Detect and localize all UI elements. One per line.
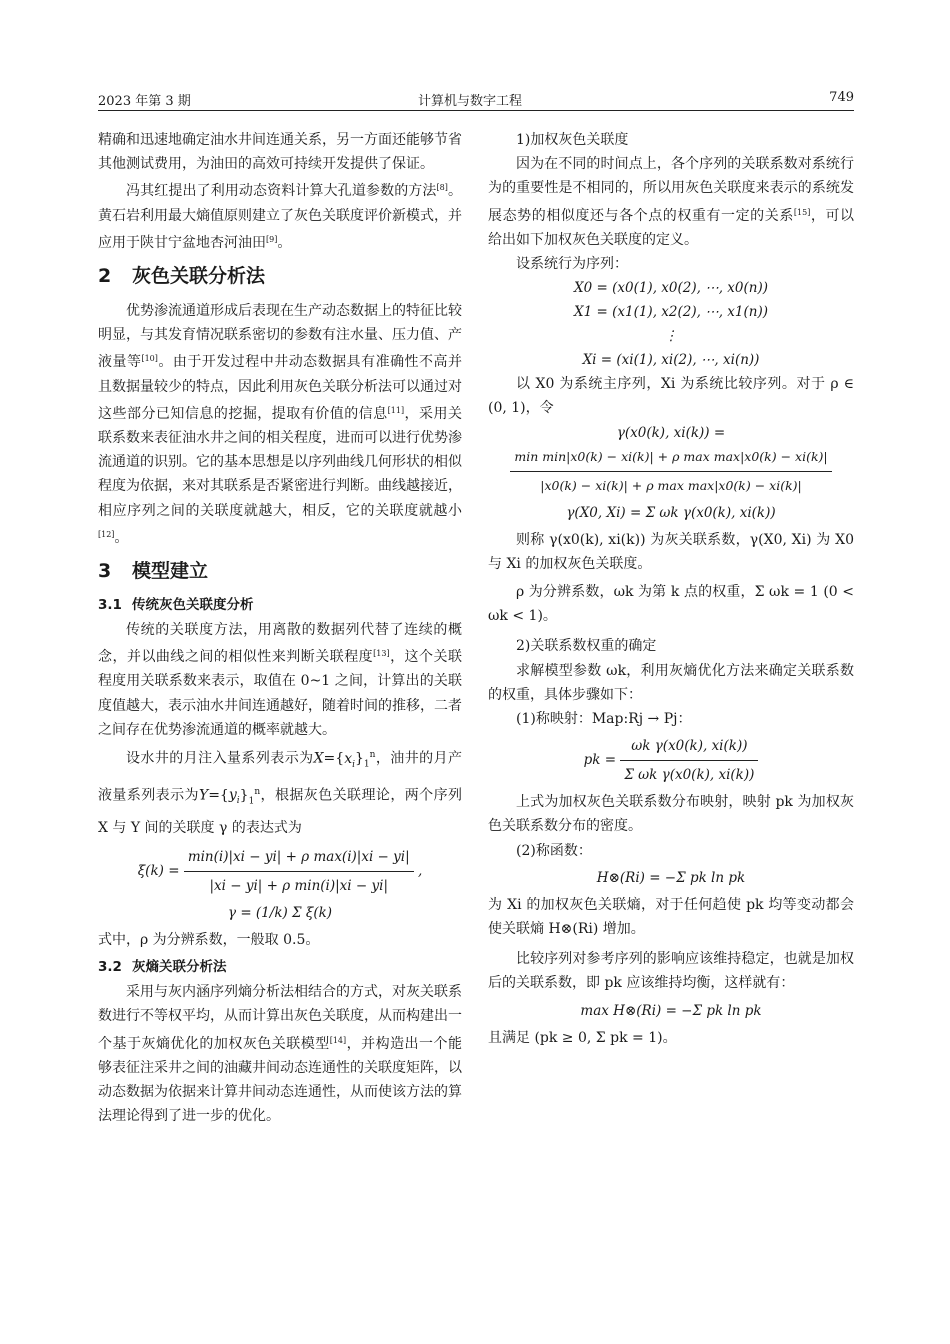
citation: [12] [98, 529, 115, 539]
paragraph: 且满足 (pk ≥ 0, Σ pk = 1)。 [488, 1029, 677, 1046]
left-column [98, 128, 462, 1128]
paragraph: ρ 为分辨系数，ωk 为第 k 点的权重，Σ ωk = 1 (0 < ωk < 1)。 [488, 584, 854, 625]
paragraph: 优势渗流通道形成后表现在生产动态数据上的特征比较明显，与其发育情况联系密切的参数有注水量、压力值、产液量等[10]。由于开发过程中井动态数据具有准确性不高并且数据量较少的特点，因此利用灰色关联分析法可以通过对这些部分已知信息的挖掘，提取有价值的信息[11]，采用关联系数来表征油水井之间的相关程度，进而可以进行优势渗流通道的识别。它的基本思想是以序列曲线几何形状的相似程度为依据，来对其联系是否紧密进行判断。曲线越接近，相应序列之间的关联度就越大，相反，它的关联度就越小[12]。 [98, 303, 463, 546]
sequence-x0: X0 = (x0(1), x0(2), ⋯, x0(n)) [574, 280, 768, 297]
sequence-xi: Xi = (xi(1), xi(2), ⋯, xi(n)) [582, 352, 760, 369]
journal-issue: 2023 年第 3 期 [98, 94, 191, 109]
citation: [9] [266, 234, 278, 244]
citation: [8] [436, 183, 448, 193]
citation: [10] [141, 354, 158, 364]
equation-xi: ξ(k) = $\frac{\text{min(i)|xi − yi| + ρ max(i)|xi − yi|}}{\text{|xi − yi| + ρ min(i)|xi − yi|}}$ , [98, 845, 462, 898]
citation: [14] [329, 1035, 347, 1045]
paragraph: (1)称映射：Map:Rj → Pj： [516, 711, 692, 728]
subsection-heading: 3.1 传统灰色关联度分析 [98, 597, 254, 614]
paragraph: (2)称函数： [516, 842, 592, 859]
journal-title: 计算机与数字工程 [418, 94, 523, 109]
paragraph: 传统的关联度方法，用离散的数据列代替了连续的概念，并以曲线之间的相似性来判断关联程度[13]，这个关联程度用关联系数来表示，取值在 0~1 之间，计算出的关联度值越大，表示油水井间连通越好，随着时间的推移，二者之间存在优势渗流通道的概率就越大。 [98, 622, 463, 738]
paragraph: 精确和迅速地确定油水井间连通关系，另一方面还能够节省其他测试费用，为油田的高效可持续开发提供了保证。 [98, 132, 462, 173]
section-heading: 2 灰色关联分析法 [98, 265, 266, 288]
equation-gamma: γ = (1/k) Σ ξ(k) [227, 904, 333, 921]
equation-pk: pk = $\frac{\text{ωk γ(x0(k), xi(k))}}{\text{Σ ωk γ(x0(k), xi(k))}}$ [488, 734, 854, 787]
paragraph: 为 Xi 的加权灰色关联熵，对于任何趋使 pk 均等变动都会使关联熵 H⊗(Ri) 增加。 [488, 896, 854, 938]
paragraph: 以 X0 为系统主序列，Xi 为系统比较序列。对于 ρ ∈ (0, 1)，令 [488, 376, 854, 417]
right-column [488, 128, 854, 1050]
paragraph: 则称 γ(x0(k), xi(k)) 为灰关联系数，γ(X0, Xi) 为 X0 与 Xi 的加权灰色关联度。 [488, 531, 854, 572]
sequence-x1: X1 = (x1(1), x2(2), ⋯, x1(n)) [574, 304, 768, 321]
equation-gamma-lhs: γ(x0(k), xi(k)) = [616, 424, 726, 441]
paragraph: 设水井的月注入量系列表示为$X=\{x_i\}_1^n$，油井的月产液量系列表示为$Y=\{y_i\}_1^n$，根据灰色关联理论，两个序列 X 与 Y 间的关联度 γ 的表达式为 [98, 750, 463, 836]
paragraph: 2)关联系数权重的确定 [516, 638, 657, 655]
equation-max-entropy: max H⊗(Ri) = −Σ pk ln pk [580, 1002, 762, 1019]
paragraph: 因为在不同的时间点上，各个序列的关联系数对系统行为的重要性是不相同的，所以用灰色关联度来表示的系统发展态势的相似度还与各个点的权重有一定的关系[15]，可以给出如下加权灰色关联度的定义。 [488, 156, 855, 248]
paragraph: 上式为加权灰色关联系数分布映射，映射 pk 为加权灰色关联系数分布的密度。 [488, 794, 854, 835]
citation: [13] [373, 649, 390, 659]
paragraph: 求解模型参数 ωk，利用灰熵优化方法来确定关联系数的权重，具体步骤如下： [488, 662, 854, 703]
paragraph: 比较序列对参考序列的影响应该维持稳定，也就是加权后的关联系数，即 pk 应该维持均衡，这样就有： [488, 951, 854, 992]
paragraph: 设系统行为序列： [516, 256, 628, 273]
sequence-dots: ⋮ [664, 328, 678, 345]
section-heading: 3 模型建立 [98, 560, 209, 583]
equation-gamma-fraction: $\frac{\text{min min|x0(k) − xi(k)| + ρ max max|x0(k) − xi(k)|}}{\text{|x0(k) − xi(k)| + ρ max max|x0(k) − xi(k)|}}$ [488, 445, 854, 498]
paragraph: 采用与灰内涵序列熵分析法相结合的方式，对灰关联系数进行不等权平均，从而计算出灰色关联度，从而构建出一个基于灰熵优化的加权灰色关联模型[14]，并构造出一个能够表征注采井之间的油藏井间动态连通性的关联度矩阵，以动态数据为依据来计算井间动态连通性，从而使该方法的算法理论得到了进一步的优化。 [98, 984, 462, 1125]
citation: [15] [793, 207, 811, 217]
page-number: 749 [829, 90, 854, 105]
equation-weighted-degree: γ(X0, Xi) = Σ ωk γ(x0(k), xi(k)) [566, 504, 776, 521]
page-header [98, 88, 854, 111]
equation-entropy: H⊗(Ri) = −Σ pk ln pk [596, 869, 746, 886]
paragraph: 冯其红提出了利用动态资料计算大孔道参数的方法[8]。黄石岩利用最大熵值原则建立了灰色关联度评价新模式，并应用于陕甘宁盆地杏河油田[9]。 [98, 183, 463, 251]
paragraph: 式中，ρ 为分辨系数，一般取 0.5。 [98, 931, 320, 948]
paragraph: 1)加权灰色关联度 [516, 132, 629, 148]
citation: [11] [387, 405, 405, 415]
subsection-heading: 3.2 灰熵关联分析法 [98, 959, 227, 976]
